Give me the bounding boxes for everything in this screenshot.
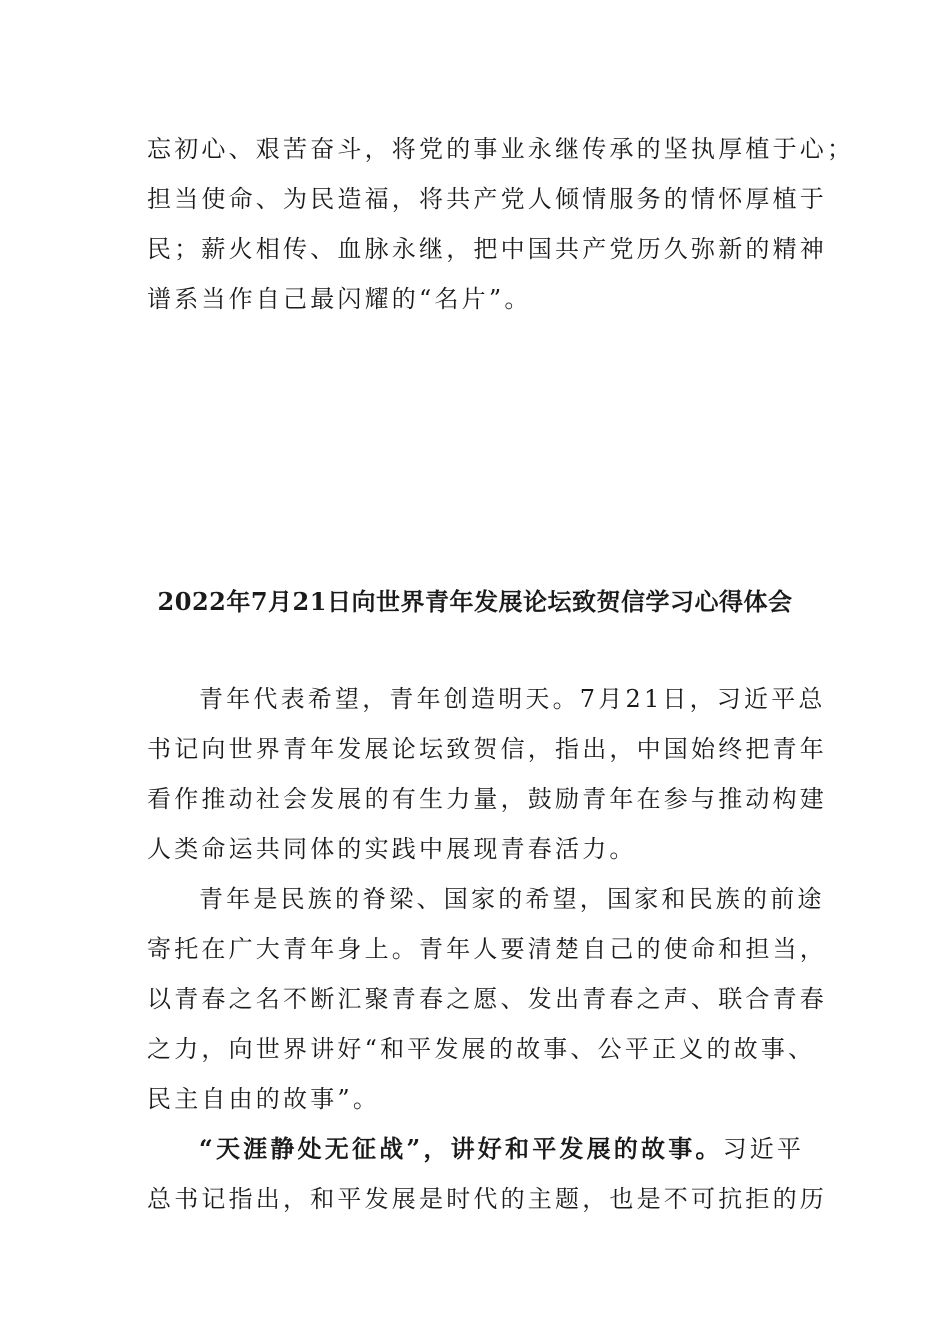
document-title: 2022年7月21日向世界青年发展论坛致贺信学习心得体会	[157, 587, 793, 616]
paragraph-line: 青年是民族的脊梁、国家的希望，国家和民族的前途	[199, 885, 825, 913]
paragraph-line: 民；薪火相传、血脉永继，把中国共产党历久弥新的精神	[147, 235, 827, 263]
paragraph-line: 谱系当作自己最闪耀的“名片”。	[147, 285, 532, 313]
paragraph-line: 民主自由的故事”。	[147, 1085, 381, 1113]
paragraph-line: 寄托在广大青年身上。青年人要清楚自己的使命和担当，	[147, 935, 827, 963]
document-body	[147, 674, 827, 1224]
paragraph-text: 习近平	[722, 1135, 805, 1163]
paragraph-line	[147, 1124, 807, 1174]
paragraph-line: 青年代表希望，青年创造明天。7月21日，习近平总	[199, 685, 826, 713]
paragraph-line: 看作推动社会发展的有生力量，鼓励青年在参与推动构建	[147, 785, 827, 813]
paragraph-line: 担当使命、为民造福，将共产党人倾情服务的情怀厚植于	[147, 185, 827, 213]
paragraph-line: 忘初心、艰苦奋斗，将党的事业永继传承的坚执厚植于心；	[147, 135, 855, 163]
paragraph-line: 书记向世界青年发展论坛致贺信，指出，中国始终把青年	[147, 735, 827, 763]
bold-lead-heading: “天涯静处无征战”，讲好和平发展的故事。	[199, 1134, 723, 1163]
continued-paragraph	[147, 124, 855, 324]
paragraph-line: 之力，向世界讲好“和平发展的故事、公平正义的故事、	[147, 1035, 816, 1063]
paragraph-line: 总书记指出，和平发展是时代的主题，也是不可抗拒的历	[147, 1185, 827, 1213]
paragraph-line: 以青春之名不断汇聚青春之愿、发出青春之声、联合青春	[147, 985, 827, 1013]
paragraph-line: 人类命运共同体的实践中展现青春活力。	[147, 835, 637, 863]
